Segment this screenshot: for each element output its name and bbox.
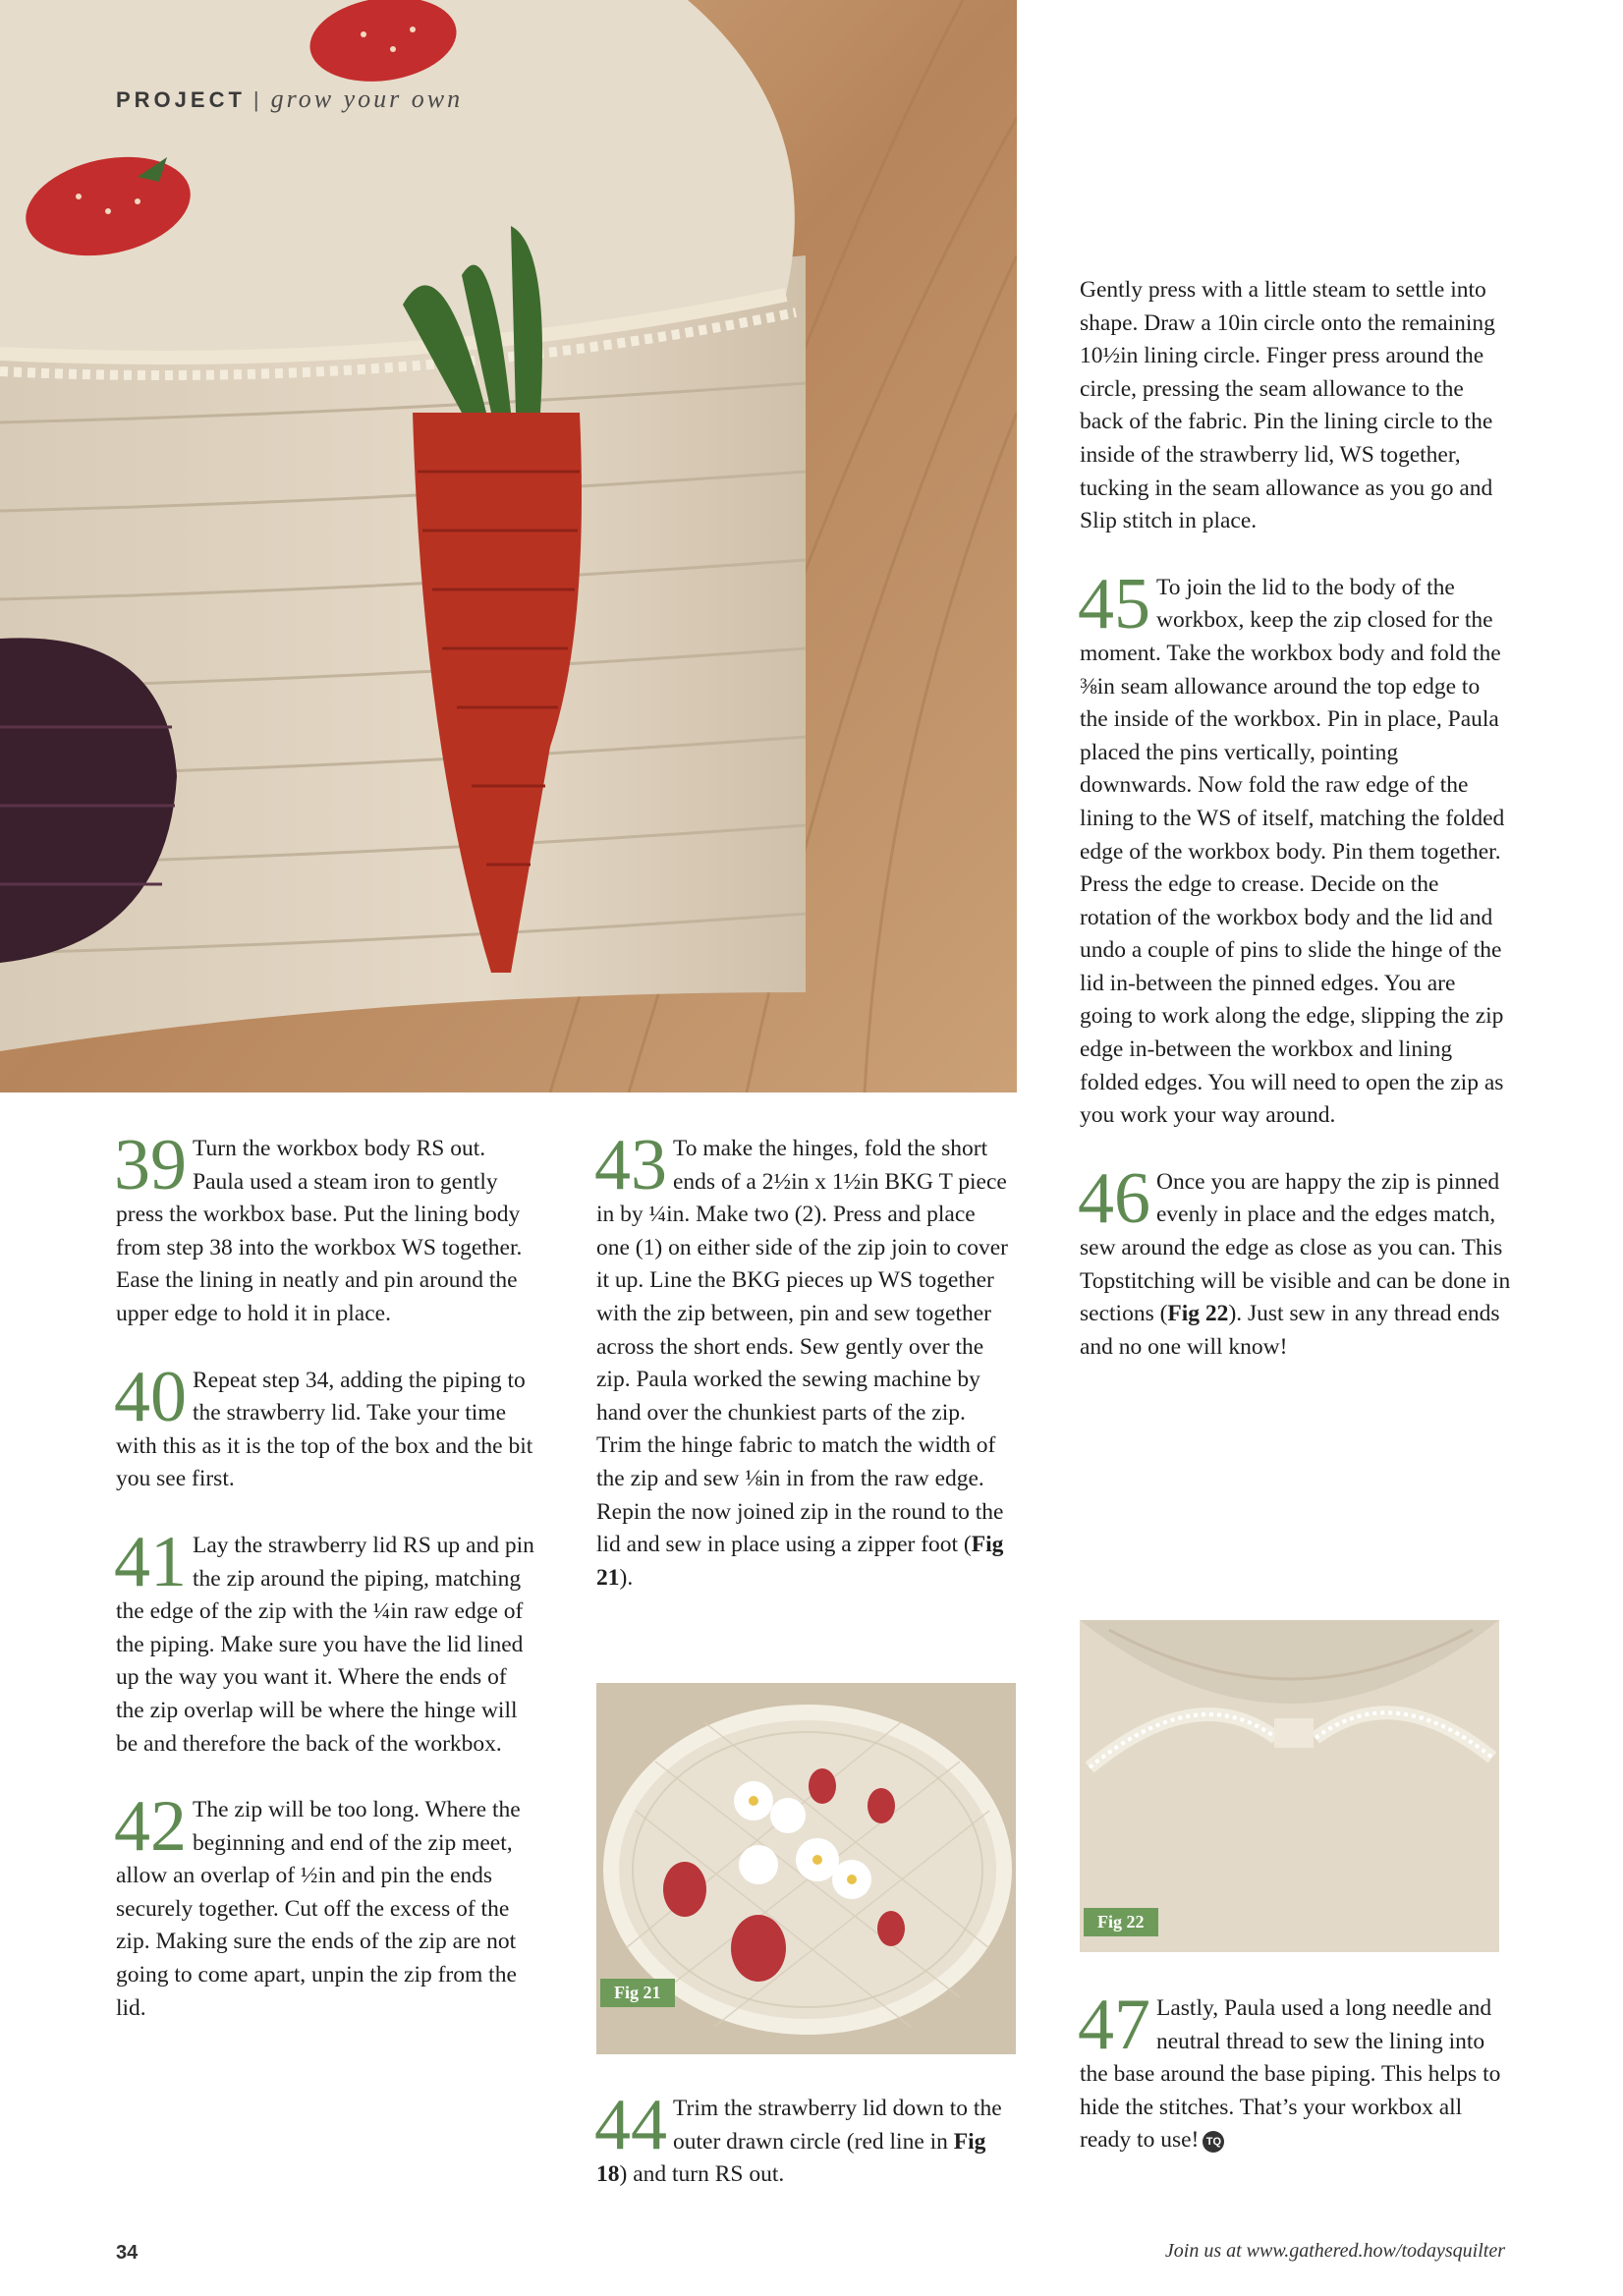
step-number: 43 xyxy=(594,1125,667,1205)
figure-21-photo xyxy=(596,1683,1016,2054)
step-44 xyxy=(594,2085,1014,2192)
figure-21-label: Fig 21 xyxy=(600,1979,675,2007)
step-number: 45 xyxy=(1078,563,1150,644)
step-text-tail: ). xyxy=(619,1564,634,1591)
figure-ref: Fig 21 xyxy=(596,1532,1004,1591)
step-number: 44 xyxy=(594,2085,667,2165)
column-2-bottom xyxy=(594,2085,1014,2192)
step-text: Once you are happy the zip is pinned evenly in place and the edges match, sew around the edge as close as you can. This Topstitching will be visible and can be done in sections ( xyxy=(1080,1168,1511,1327)
step-text: Turn the workbox body RS out. Paula used a steam iron to gently press the workbox base. Put the lining body from step 38 into the workbox WS together. Ease the lining in neatly and pin around the upper edge to hold it in place. xyxy=(116,1136,523,1326)
step-number: 41 xyxy=(114,1521,187,1602)
section-label: PROJECT xyxy=(116,87,246,112)
step-42 xyxy=(114,1786,538,2025)
end-mark-icon: TQ xyxy=(1203,2131,1224,2153)
step-number: 46 xyxy=(1078,1157,1150,1239)
col3-intro-paragraph: Gently press with a little steam to settle into shape. Draw a 10in circle onto the remaining 10½in lining circle. Finger press around the circle, pressing the seam allowance to the back of the fabric. Pin the lining circle to the inside of the strawberry lid, WS together, tucking in the seam allowance as you go and Slip stitch in place. xyxy=(1080,277,1495,534)
step-text: The zip will be too long. Where the beginning and end of the zip meet, allow an overlap of ½in and pin the ends securely together. Cut off the excess of the zip. Making sure the ends of the zip are not going to come apart, unpin the zip from the lid. xyxy=(116,1797,521,2021)
step-text: To make the hinges, fold the short ends of a 2½in x 1½in BKG T piece in by ¼in. Make two (2). Press and place one (1) on either side of the zip join to cover it up. Line the BKG pieces up WS together with the zip between, pin and sew together across the short ends. Sew gently over the zip. Paula worked the sewing machine by hand over the chunkiest parts of the zip. Trim the hinge fabric to match the width of the zip and sew ⅛in in from the raw edge. Repin the now joined zip in the round to the lid and sew in place using a zipper foot ( xyxy=(596,1136,1008,1558)
step-43 xyxy=(594,1125,1014,1595)
column-3-bottom xyxy=(1078,1985,1512,2157)
step-text-tail: ). Just sew in any thread ends and no one will know! xyxy=(1080,1301,1500,1360)
figure-ref: Fig 18 xyxy=(596,2128,986,2188)
workbox-illustration xyxy=(0,0,1017,1092)
step-number: 39 xyxy=(114,1125,187,1205)
figure-ref: Fig 22 xyxy=(1167,1301,1229,1327)
column-2 xyxy=(594,1125,1014,1628)
footer-website[interactable]: Join us at www.gathered.how/todaysquilter xyxy=(1164,2240,1505,2262)
step-text: Lastly, Paula used a long needle and neutral thread to sew the lining into the base around the base piping. This helps to hide the stitches. That’s your workbox all ready to use! xyxy=(1080,1995,1501,2154)
step-text: Repeat step 34, adding the piping to the strawberry lid. Take your time with this as it is the top of the box and the bit you see first. xyxy=(116,1367,533,1492)
section-subtitle: grow your own xyxy=(270,84,464,113)
step-number: 47 xyxy=(1078,1985,1150,2065)
step-41 xyxy=(114,1521,538,1761)
figure-22-label: Fig 22 xyxy=(1084,1908,1158,1936)
step-46 xyxy=(1078,1157,1512,1365)
section-header xyxy=(116,84,463,114)
step-number: 40 xyxy=(114,1356,187,1437)
step-40 xyxy=(114,1356,538,1496)
column-3-top xyxy=(1080,274,1512,1397)
step-number: 42 xyxy=(114,1786,187,1868)
figure-22-photo xyxy=(1080,1620,1499,1952)
page-number: 34 xyxy=(116,2242,139,2264)
step-text: Trim the strawberry lid down to the outer drawn circle (red line in xyxy=(673,2096,1002,2155)
hero-photo xyxy=(0,0,1017,1092)
step-text-tail: ) and turn RS out. xyxy=(619,2161,785,2188)
step-47 xyxy=(1078,1985,1512,2157)
header-separator: | xyxy=(252,87,263,112)
step-text: Lay the strawberry lid RS up and pin the zip around the piping, matching the edge of the zip with the ¼in raw edge of the piping. Make sure you have the lid lined up the way you want it. Where the ends of the zip overlap will be where the hinge will be and therefore the back of the workbox. xyxy=(116,1532,534,1757)
step-39 xyxy=(114,1125,538,1331)
step-text: To join the lid to the body of the workbox, keep the zip closed for the moment. Take the workbox body and fold the ⅜in seam allowance around the top edge to the inside of the workbox. Pin in place, Paula placed the pins vertically, pointing downwards. Now fold the raw edge of the lining to the WS of itself, matching the folded edge of the workbox body. Pin them together. Press the edge to crease. Decide on the rotation of the workbox body and the lid and undo a couple of pins to slide the hinge of the lid in-between the pinned edges. You are going to work along the edge, slipping the zip edge in-between the workbox and lining folded edges. You will need to open the zip as you work your way around. xyxy=(1080,574,1505,1129)
lid-joined-illustration xyxy=(1080,1620,1499,1952)
step-45 xyxy=(1078,563,1512,1133)
column-1 xyxy=(114,1125,538,2058)
